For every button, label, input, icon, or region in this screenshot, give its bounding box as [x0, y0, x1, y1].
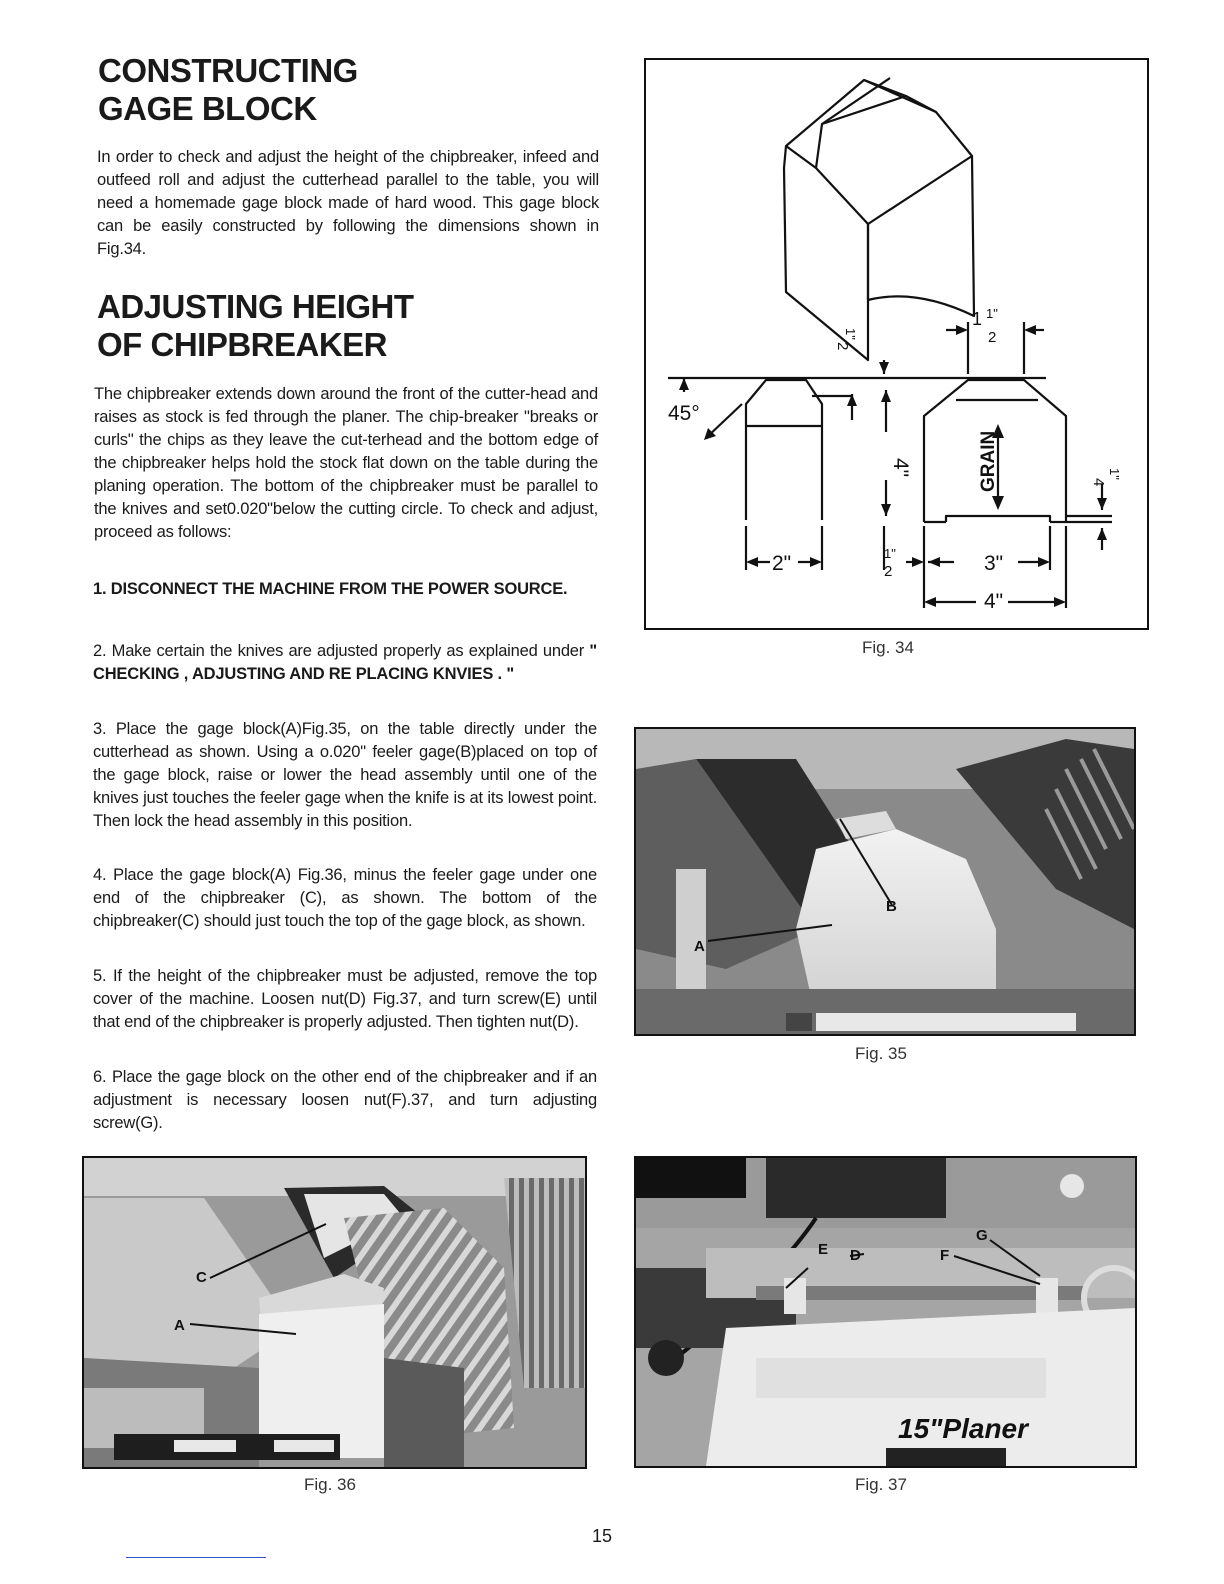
fig35-photo-image	[636, 729, 1134, 1034]
fig36-photo	[82, 1156, 587, 1469]
step-4: 4. Place the gage block(A) Fig.36, minus the feeler gage under one end of the chipbreaker (C), as shown. The bottom of the chipbreaker(C) should just touch the top of the gage block, as shown.	[93, 866, 597, 930]
fig37-label-f: F	[940, 1247, 950, 1264]
title-line: OF CHIPBREAKER	[97, 326, 388, 363]
fig35-label-a: A	[694, 938, 705, 955]
dim-3-label: 3"	[984, 552, 1004, 575]
step-2	[93, 640, 597, 686]
fig36-photo-image	[84, 1158, 585, 1467]
angle-label: 45°	[668, 402, 700, 425]
fig35-caption: Fig. 35	[855, 1044, 907, 1063]
title-line: GAGE BLOCK	[98, 90, 317, 127]
fig35-label-b: B	[886, 898, 897, 915]
dim-2-label: 2"	[772, 552, 792, 575]
dim-4-label: 4"	[984, 590, 1004, 613]
chipbreaker-paragraph: The chipbreaker extends down around the front of the cutter-head and raises as stock is fed through the planer. The chip-breaker "breaks or curls" the chips as they leave the cut-terhead and the bottom edge of the chipbreaker helps hold the stock flat down on the table during the planing operation. The bottom of the chipbreaker must be parallel to the knives and set0.020"below the cutting circle. To check and adjust, proceed as follows:	[94, 385, 598, 541]
fig34-drawing	[644, 58, 1149, 630]
grain-label: GRAIN	[978, 430, 999, 492]
dim-one-label: 1	[972, 309, 983, 329]
planer-brand-label: 15"Planer	[898, 1413, 1029, 1444]
dim-quarter-num: 1"	[1107, 468, 1122, 480]
fig37-caption: Fig. 37	[855, 1475, 907, 1494]
step-1: 1. DISCONNECT THE MACHINE FROM THE POWER SOURCE.	[93, 580, 568, 598]
dim-top-den: 2	[988, 329, 997, 346]
fig37-label-e: E	[818, 1241, 829, 1258]
title-line: ADJUSTING HEIGHT	[97, 288, 414, 325]
section-title-gage-block	[98, 52, 518, 128]
gage-block-diagram	[646, 60, 1147, 628]
dim-half-num: 1"	[884, 546, 896, 561]
step-6: 6. Place the gage block on the other end of the chipbreaker and if an adjustment is necessary loosen nut(F).37, and turn adjusting screw(G).	[93, 1068, 597, 1132]
fig37-label-g: G	[976, 1227, 988, 1244]
page-number: 15	[592, 1526, 613, 1546]
step-2-bold-ref: " CHECKING , ADJUSTING AND RE PLACING KNVIES . "	[93, 642, 598, 683]
fig36-label-a: A	[174, 1317, 185, 1334]
dim-quarter-den: 4	[1090, 478, 1107, 487]
fig35-photo	[634, 727, 1136, 1036]
step-5: 5. If the height of the chipbreaker must be adjusted, remove the top cover of the machine. Loosen nut(D) Fig.37, and turn screw(E) until that end of the chipbreaker is properly adjusted. Then tighten nut(D).	[93, 967, 597, 1031]
dim-4-vertical-label: 4"	[889, 458, 912, 478]
dim-half-den: 2	[884, 563, 893, 580]
fig37-photo	[634, 1156, 1137, 1468]
fig37-photo-image	[636, 1158, 1135, 1466]
step-3: 3. Place the gage block(A)Fig.35, on the table directly under the cutterhead as shown. Using a o.020" feeler gage(B)placed on top of the gage block, raise or lower the head assembly until one of the knives just touches the feeler gage when the knife is at its lowest point. Then lock the head assembly in this position.	[93, 720, 597, 830]
dim-half-top-den: 2	[834, 342, 851, 351]
fig36-label-c: C	[196, 1269, 207, 1286]
dim-half-top-num: 1"	[843, 328, 858, 340]
gage-block-paragraph: In order to check and adjust the height of the chipbreaker, infeed and outfeed roll and adjust the cutterhead parallel to the table, you will need a homemade gage block made of hard wood. This gage block can be easily constructed by following the dimensions shown in Fig.34.	[97, 148, 599, 258]
dim-top-num: 1"	[986, 306, 998, 321]
section-title-chipbreaker	[97, 288, 517, 364]
title-line: CONSTRUCTING	[98, 52, 358, 89]
step-2-text: 2. Make certain the knives are adjusted properly as explained under	[93, 642, 585, 660]
fig37-label-d: D	[850, 1247, 861, 1264]
footer-link-underline	[126, 1557, 266, 1558]
fig36-caption: Fig. 36	[304, 1475, 356, 1494]
fig34-caption: Fig. 34	[862, 638, 914, 657]
